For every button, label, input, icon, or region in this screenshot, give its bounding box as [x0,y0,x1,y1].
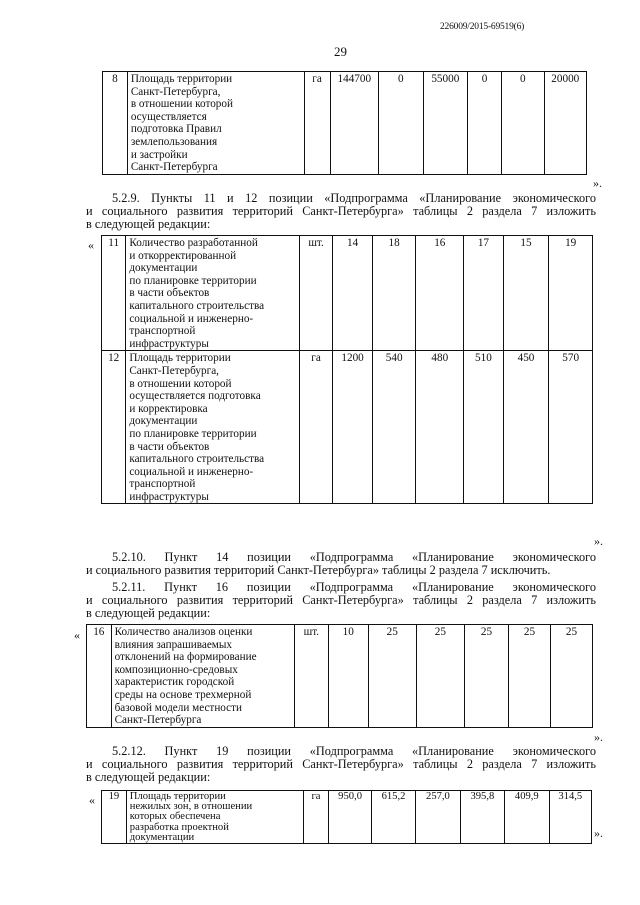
paragraph-5-2-11 [86,581,596,621]
desc-line: подготовка Правил [130,123,222,136]
desc-line: Площадь территории [130,73,233,85]
value-cell: 25 [508,625,550,728]
para-line: 5.2.10. Пункт 14 позиции «Подпрограмма «Планирование экономического [112,550,596,564]
opening-quote: « [88,238,94,252]
desc-line: разработка проектной [129,821,229,833]
value-cell: 950,0 [329,791,371,844]
desc-line: капитального строительства [129,453,265,466]
opening-quote: « [89,793,95,807]
value-cell: 10 [328,625,368,728]
value-cell: 257,0 [416,791,460,844]
value-cell: 0 [468,72,502,175]
desc-line: по планировке территории [129,274,257,287]
table-item-19 [101,790,592,844]
paragraph-5-2-9 [86,192,596,232]
table-row [87,625,593,728]
unit-cell: шт. [299,236,332,351]
value-cell: 480 [416,351,464,504]
page-number: 29 [334,44,347,59]
table-items-11-12 [101,235,593,504]
value-cell: 25 [416,625,464,728]
closing-quote: ». [594,534,603,548]
table-row [102,351,593,504]
desc-line: нежилых зон, в отношении [129,801,253,813]
paragraph-5-2-12 [86,745,596,785]
value-cell: 540 [372,351,416,504]
desc-line: и застройки [130,148,188,161]
desc-line: Санкт-Петербурга, [130,85,221,98]
para-line: и социального развития территорий Санкт-Петербурга» таблицы 2 раздела 7 изложить [86,757,596,772]
desc-line: в отношении которой [129,377,232,390]
para-line: 5.2.11. Пункт 16 позиции «Подпрограмма «Планирование экономического [112,580,596,594]
desc-line: документации [129,831,195,843]
row-number: 12 [102,351,126,504]
desc-line: влияния запрашиваемых [114,638,232,651]
desc-line: Количество анализов оценки [114,626,253,638]
desc-line: осуществляется подготовка [129,390,261,403]
paragraph-5-2-10 [86,551,596,577]
value-cell: 25 [464,625,508,728]
para-line: в следующей редакции: [86,217,211,232]
closing-quote: ». [594,826,603,840]
value-cell: 615,2 [371,791,415,844]
para-line: и социального развития территорий Санкт-Петербурга» таблицы 2 раздела 7 изложить [86,204,596,219]
value-cell: 0 [379,72,423,175]
desc-line: транспортной [129,325,196,338]
table-item-16 [86,624,593,728]
value-cell: 144700 [330,72,379,175]
desc-line: транспортной [129,478,196,491]
document-number: 226009/2015-69519(6) [440,22,525,32]
para-line: и социального развития территорий Санкт-Петербурга» таблицы 2 раздела 7 исключить. [86,563,551,578]
closing-quote: ». [593,176,602,190]
desc-line: социальной и инженерно- [129,312,254,325]
value-cell: 17 [464,236,504,351]
desc-line: инфраструктуры [129,337,209,350]
row-description [111,625,294,728]
value-cell: 25 [368,625,416,728]
value-cell: 19 [549,236,593,351]
desc-line: Количество разработанной [129,237,258,249]
value-cell: 15 [503,236,549,351]
desc-line: в части объектов [129,440,210,453]
value-cell: 510 [464,351,504,504]
value-cell: 20000 [544,72,586,175]
desc-line: по планировке территории [129,427,257,440]
desc-line: характеристик городской [114,676,235,689]
para-line: в следующей редакции: [86,606,211,621]
value-cell: 18 [372,236,416,351]
value-cell: 55000 [423,72,467,175]
table-row [102,791,592,844]
row-number: 19 [102,791,127,844]
value-cell: 570 [549,351,593,504]
row-number: 11 [102,236,126,351]
desc-line: Санкт-Петербурга, [129,364,219,377]
row-description [127,72,304,175]
para-line: 5.2.12. Пункт 19 позиции «Подпрограмма «Планирование экономического [112,744,596,758]
row-description [126,351,299,504]
value-cell: 1200 [333,351,373,504]
row-number: 16 [87,625,112,728]
desc-line: осуществляется [130,110,207,123]
row-description [126,791,303,844]
desc-line: среды на основе трехмерной [114,688,252,701]
desc-line: которых обеспечена [129,811,221,823]
opening-quote: « [74,628,80,642]
desc-line: в отношении которой [130,98,233,111]
value-cell: 0 [502,72,544,175]
para-line: в следующей редакции: [86,770,211,785]
unit-cell: шт. [294,625,328,728]
unit-cell: га [303,791,329,844]
value-cell: 450 [503,351,549,504]
para-line: 5.2.9. Пункты 11 и 12 позиции «Подпрограмма «Планирование экономического [112,191,596,205]
row-number: 8 [103,72,128,175]
desc-line: Площадь территории [129,352,231,365]
desc-line: и корректировка [129,402,208,415]
table-row [103,72,587,175]
desc-line: базовой модели местности [114,701,243,714]
table-item-8 [102,71,587,175]
row-description [126,236,299,351]
desc-line: Санкт-Петербурга [114,714,202,727]
value-cell: 14 [333,236,373,351]
value-cell: 25 [550,625,592,728]
desc-line: отклонений на формирование [114,651,257,664]
desc-line: землепользования [130,135,218,148]
value-cell: 395,8 [460,791,504,844]
value-cell: 409,9 [505,791,549,844]
value-cell: 16 [416,236,464,351]
table-row [102,236,593,351]
unit-cell: га [299,351,332,504]
desc-line: композиционно-средовых [114,663,238,676]
desc-line: капитального строительства [129,299,265,312]
desc-line: социальной и инженерно- [129,465,254,478]
desc-line: Площадь территории [129,791,226,802]
para-line: и социального развития территорий Санкт-Петербурга» таблицы 2 раздела 7 изложить [86,593,596,608]
desc-line: документации [129,415,198,428]
value-cell: 314,5 [549,791,591,844]
desc-line: Санкт-Петербурга [130,161,218,174]
desc-line: документации [129,262,198,275]
unit-cell: га [304,72,330,175]
desc-line: и откорректированной [129,249,237,262]
desc-line: инфраструктуры [129,490,209,503]
desc-line: в части объектов [129,287,210,300]
closing-quote: ». [594,730,603,744]
